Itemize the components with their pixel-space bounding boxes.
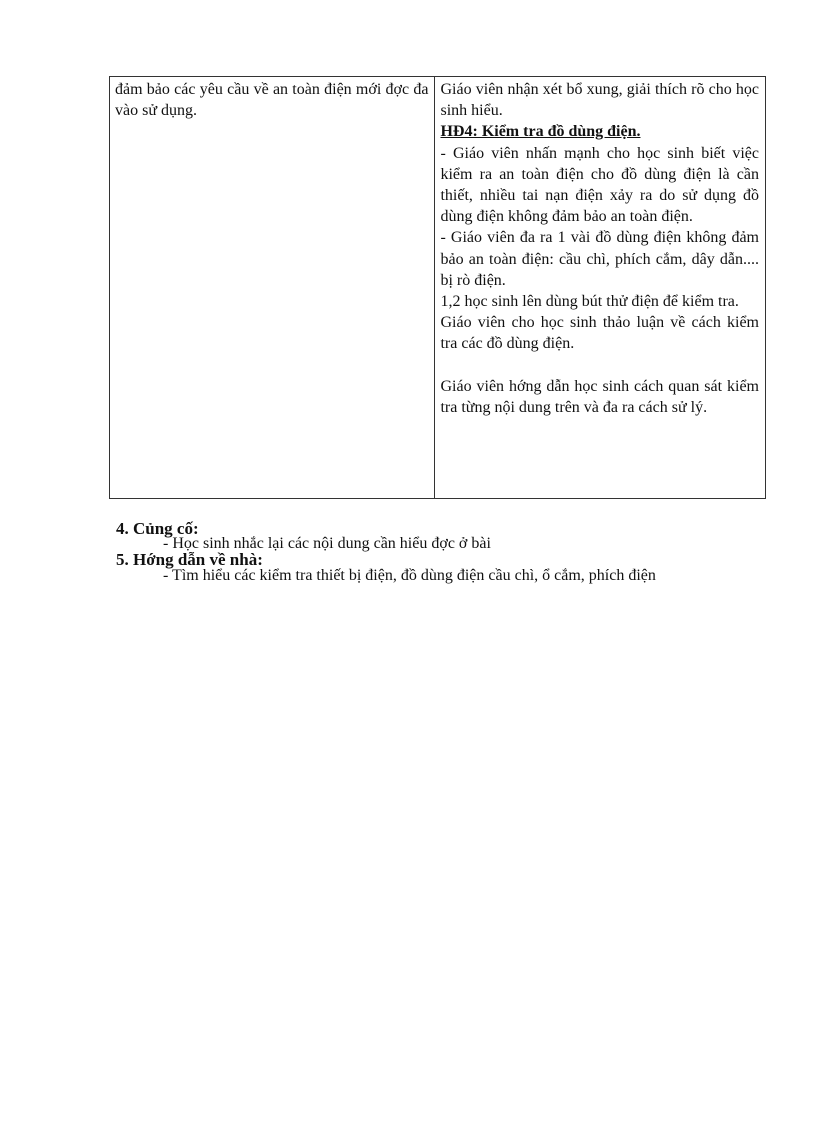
right-cell-intro: Giáo viên nhận xét bổ xung, giải thích rõ cho học sinh hiểu. xyxy=(440,81,759,120)
student-activity-cell xyxy=(110,77,435,499)
blank-line xyxy=(440,355,759,376)
left-cell-text: đảm bảo các yêu cầu về an toàn điện mới đợc đa vào sử dụng. xyxy=(115,81,429,120)
consolidation-item: - Học sinh nhắc lại các nội dung cần hiểu đợc ở bài xyxy=(163,535,491,552)
activity-heading: HĐ4: Kiểm tra đồ dùng điện. xyxy=(440,123,641,141)
homework-title: 5. Hớng dẫn về nhà: xyxy=(116,550,263,569)
right-cell-paragraph: - Giáo viên đa ra 1 vài đồ dùng điện không đảm bảo an toàn điện: cầu chì, phích cắm, dây dẫn.... bị rò điện. xyxy=(440,229,759,289)
right-cell-paragraph: - Giáo viên nhấn mạnh cho học sinh biết việc kiểm ra an toàn điện cho đồ dùng điện là cần thiết, nhiều tai nạn điện xảy ra do sử dụng đồ dùng điện không đảm bảo an toàn điện. xyxy=(440,144,759,226)
right-cell-closing: Giáo viên hớng dẫn học sinh cách quan sát kiểm tra từng nội dung trên và đa ra cách sử lý. xyxy=(440,377,759,417)
lesson-activity-table xyxy=(109,76,766,499)
right-cell-paragraph: Giáo viên cho học sinh thảo luận về cách kiểm tra các đồ dùng điện. xyxy=(440,314,759,353)
right-cell-paragraph: 1,2 học sinh lên dùng bút thử điện để kiểm tra. xyxy=(440,293,739,311)
consolidation-title: 4. Củng cố: xyxy=(116,519,199,538)
teacher-activity-cell xyxy=(435,77,766,499)
table-row xyxy=(110,77,766,499)
homework-item: - Tìm hiểu các kiểm tra thiết bị điện, đồ dùng điện cầu chì, ổ cắm, phích điện xyxy=(163,567,656,584)
